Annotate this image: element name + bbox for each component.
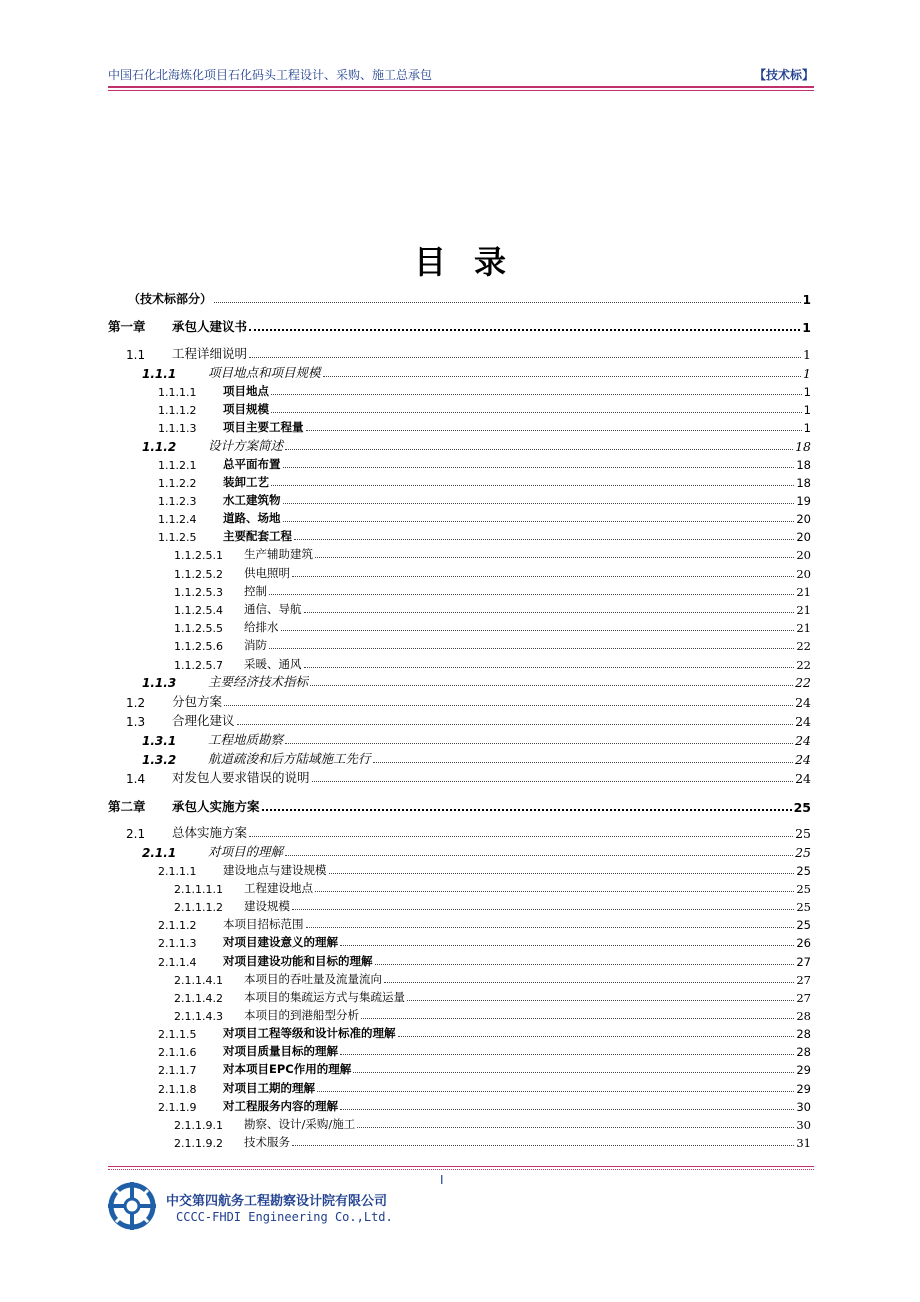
toc-entry-number: 2.1.1.5 [158,1028,197,1041]
toc-entry-title: 供电照明 [244,566,290,580]
toc-entry-page: 30 [796,1100,811,1114]
toc-entry-number: 2.1.1.3 [158,937,197,950]
toc-entry-title: 工程地质勘察 [208,732,284,747]
toc-entry-number: 2.1.1.1.2 [174,901,223,914]
toc-leader-dots [224,705,793,706]
toc-entry-number: 1.1.1.1 [158,386,197,399]
toc-leader-dots [269,648,794,649]
toc-leader-dots [340,945,794,946]
toc-entry-page: 1 [803,403,811,417]
toc-entry[interactable] [108,823,811,841]
header-doc-type: 【技术标】 [753,68,814,82]
toc-entry[interactable] [108,896,811,914]
toc-entry-title: 建设规模 [244,899,290,913]
toc-entry-page: 27 [796,955,811,969]
toc-leader-dots [384,982,794,983]
toc-entry[interactable] [108,987,811,1005]
toc-leader-dots [271,485,794,486]
toc-entry-page: 18 [796,458,811,472]
toc-entry-number: 1.1.2 [142,440,177,454]
toc-entry-page: 25 [795,845,811,860]
toc-entry[interactable] [108,878,811,896]
toc-entry-title: 工程建设地点 [244,881,313,895]
toc-leader-dots [283,467,795,468]
toc-entry-number: 1.1.2.5.5 [174,622,223,635]
toc-leader-dots [306,430,802,431]
toc-entry[interactable] [108,654,811,672]
toc-entry[interactable] [108,508,811,526]
toc-entry[interactable] [108,1023,811,1041]
toc-entry[interactable] [108,672,811,690]
header-rule [108,86,814,88]
toc-leader-dots [310,685,793,686]
toc-leader-dots [292,576,794,577]
toc-entry-number: 1.2 [126,696,146,710]
toc-leader-dots [249,357,801,358]
toc-entry-page: 26 [796,936,811,950]
toc-entry-number: 2.1.1.9 [158,1101,197,1114]
toc-leader-dots [315,557,794,558]
toc-leader-dots [304,612,795,613]
toc-entry-page: 25 [796,882,811,896]
toc-entry[interactable] [108,617,811,635]
toc-entry[interactable] [108,581,811,599]
toc-entry-title: 消防 [244,638,267,652]
toc-leader-dots [292,909,794,910]
toc-entry[interactable] [108,381,811,399]
toc-entry-title: 对工程服务内容的理解 [223,1099,338,1113]
toc-leader-dots [329,873,795,874]
toc-entry-title: 对项目质量目标的理解 [223,1044,338,1058]
toc-entry-number: 1.1.3 [142,676,177,690]
toc-entry-title: 本项目的吞吐量及流量流向 [244,972,382,986]
toc-entry[interactable] [108,730,811,748]
footer-rule-dotted [108,1169,814,1170]
toc-entry-page: 1 [803,366,811,381]
toc-entry-number: 1.1 [126,348,146,362]
toc-entry[interactable] [108,1005,811,1023]
toc-entry-title: 航道疏浚和后方陆域施工先行 [208,751,371,766]
toc-entry-page: 28 [796,1027,811,1041]
page-header [108,66,814,84]
toc-entry[interactable] [108,951,811,969]
toc-entry[interactable] [108,969,811,987]
toc-entry[interactable] [108,363,811,381]
toc-entry[interactable] [108,1132,811,1150]
toc-leader-dots [271,412,802,413]
toc-entry-title: 给排水 [244,620,279,634]
toc-entry-title: 项目地点 [223,384,269,398]
toc-entry-title: 勘察、设计/采购/施工 [244,1117,356,1131]
toc-entry-page: 1 [803,421,811,435]
toc-entry[interactable] [108,711,811,729]
toc-entry-title: 合理化建议 [172,713,235,728]
toc-entry[interactable] [108,635,811,653]
cccc-logo-icon [106,1180,158,1232]
toc-leader-dots [237,724,794,725]
toc-entry[interactable] [108,1114,811,1132]
toc-entry-number: 1.3.1 [142,734,177,748]
toc-entry-number: 2.1.1.4.2 [174,992,223,1005]
toc-entry-page: 18 [795,439,811,454]
toc-leader-dots [373,762,794,763]
toc-entry[interactable] [108,599,811,617]
toc-leader-dots [294,539,794,540]
footer-rule [108,1166,814,1167]
toc-entry-number: 1.1.2.3 [158,495,197,508]
toc-leader-dots [312,781,794,782]
toc-entry-number: 2.1.1.9.1 [174,1119,223,1132]
toc-leader-dots [271,394,802,395]
toc-entry-page: 27 [796,973,811,987]
toc-entry-title: 本项目招标范围 [223,917,304,931]
toc-entry[interactable] [108,860,811,878]
toc-leader-dots [269,594,794,595]
page-number: I [440,1173,444,1187]
toc-leader-dots [285,449,793,450]
toc-entry-page: 20 [796,512,811,526]
toc-entry-title: 项目主要工程量 [223,420,304,434]
toc-entry-title: 主要经济技术指标 [208,674,309,689]
toc-entry-page: 28 [796,1045,811,1059]
toc-entry-number: 1.1.2.5.4 [174,604,223,617]
toc-entry-page: 21 [796,585,811,599]
toc-entry-number: 2.1.1.8 [158,1083,197,1096]
toc-entry-title: 对项目的理解 [208,844,284,859]
toc-entry-page: 24 [795,752,811,767]
toc-entry[interactable] [108,914,811,932]
toc-entry-number: 2.1.1.1 [158,865,197,878]
toc-leader-dots [262,809,792,811]
toc-entry-title: 控制 [244,584,267,598]
toc-entry-page: 19 [796,494,811,508]
toc-entry-title: 本项目的集疏运方式与集疏运量 [244,990,405,1004]
toc-leader-dots [357,1127,794,1128]
toc-entry-page: 24 [795,771,811,786]
toc-leader-dots [304,667,795,668]
toc-leader-dots [317,1091,794,1092]
toc-entry-number: 1.3 [126,715,146,729]
toc-entry-number: 2.1 [126,827,146,841]
toc-entry-page: 1 [802,293,811,307]
toc-entry-page: 22 [795,675,811,690]
toc-leader-dots [375,964,795,965]
toc-entry-page: 25 [796,864,811,878]
toc-entry-title: 装卸工艺 [223,475,269,489]
toc-entry-number: 2.1.1.4.1 [174,974,223,987]
toc-entry[interactable] [108,932,811,950]
toc-entry-number: 1.1.2.4 [158,513,197,526]
toc-entry-page: 31 [796,1136,811,1150]
toc-entry[interactable] [108,797,811,815]
toc-entry-title: 技术服务 [244,1135,290,1149]
toc-entry[interactable] [108,1078,811,1096]
toc-entry-title: 本项目的到港船型分析 [244,1008,359,1022]
toc-entry-page: 28 [796,1009,811,1023]
toc-entry-number: 2.1.1.4.3 [174,1010,223,1023]
toc-entry-page: 22 [796,658,811,672]
toc-leader-dots [285,855,793,856]
toc-entry-title: 对本项目EPC作用的理解 [223,1062,352,1076]
toc-leader-dots [340,1054,794,1055]
toc-entry-number: 2.1.1.6 [158,1046,197,1059]
toc-title: 目录 [413,243,534,281]
toc-entry-page: 29 [796,1063,811,1077]
toc-entry-number: 1.3.2 [142,753,177,767]
toc-leader-dots [398,1036,795,1037]
toc-entry-title: 水工建筑物 [223,493,281,507]
toc-entry-number: 2.1.1.9.2 [174,1137,223,1150]
toc-entry-title: 分包方案 [172,694,223,709]
toc-entry[interactable] [108,544,811,562]
toc-entry-number: 1.1.2.1 [158,459,197,472]
toc-entry-page: 27 [796,991,811,1005]
toc-leader-dots [249,329,800,331]
toc-entry-number: 1.1.1 [142,367,177,381]
toc-entry-number: 1.1.2.5.2 [174,568,223,581]
toc-entry-title: 总平面布置 [223,457,281,471]
toc-leader-dots [214,302,801,303]
toc-entry[interactable] [108,692,811,710]
toc-entry-page: 20 [796,530,811,544]
toc-entry-title: 承包人建议书 [172,319,248,334]
toc-entry[interactable] [108,526,811,544]
toc-leader-dots [407,1000,794,1001]
toc-entry-number: 2.1.1.7 [158,1064,197,1077]
header-rule-thin [108,90,814,91]
toc-entry-page: 20 [796,567,811,581]
toc-entry-page: 1 [802,320,811,335]
toc-entry-page: 30 [796,1118,811,1132]
toc-entry-number: 1.1.2.5.6 [174,640,223,653]
company-name-cn: 中交第四航务工程勘察设计院有限公司 [166,1194,388,1209]
toc-entry-title: （技术标部分） [128,292,213,306]
toc-entry-number: 1.1.1.2 [158,404,197,417]
toc-entry-title: 建设地点与建设规模 [223,863,327,877]
company-name-en: CCCC-FHDI Engineering Co.,Ltd. [176,1210,393,1224]
toc-entry-title: 主要配套工程 [223,529,292,543]
toc-entry-title: 对项目建设意义的理解 [223,935,338,949]
toc-entry-page: 25 [796,900,811,914]
toc-leader-dots [281,630,795,631]
toc-entry-title: 采暖、通风 [244,657,302,671]
toc-entry-title: 生产辅助建筑 [244,547,313,561]
toc-entry-page: 18 [796,476,811,490]
toc-entry-title: 对发包人要求错误的说明 [172,770,310,785]
toc-entry[interactable] [108,436,811,454]
toc-entry-title: 承包人实施方案 [172,799,260,814]
toc-entry[interactable] [108,842,811,860]
toc-entry-page: 29 [796,1082,811,1096]
toc-leader-dots [285,743,793,744]
toc-entry-title: 设计方案简述 [208,438,284,453]
toc-entry-title: 对项目工期的理解 [223,1081,315,1095]
toc-entry-number: 第一章 [108,319,146,334]
toc-entry-page: 21 [796,603,811,617]
toc-leader-dots [353,1072,794,1073]
toc-entry-number: 2.1.1.1.1 [174,883,223,896]
toc-entry-title: 总体实施方案 [172,825,248,840]
toc-leader-dots [306,927,795,928]
toc-entry-page: 24 [795,733,811,748]
toc-entry-number: 1.1.2.5.1 [174,549,223,562]
toc-entry[interactable] [108,289,811,307]
toc-entry-number: 1.4 [126,772,146,786]
toc-leader-dots [361,1018,794,1019]
toc-entry[interactable] [108,1041,811,1059]
toc-entry-page: 24 [795,714,811,729]
toc-entry-page: 25 [796,918,811,932]
toc-entry[interactable] [108,344,811,362]
toc-entry-title: 项目地点和项目规模 [208,365,321,380]
toc-entry-number: 1.1.1.3 [158,422,197,435]
toc-entry[interactable] [108,399,811,417]
header-project-title: 中国石化北海炼化项目石化码头工程设计、采购、施工总承包 [108,68,433,82]
toc-entry[interactable] [108,454,811,472]
toc-entry-number: 1.1.2.5.3 [174,586,223,599]
toc-entry[interactable] [108,490,811,508]
toc-entry[interactable] [108,1059,811,1077]
toc-entry-number: 2.1.1 [142,846,177,860]
toc-entry[interactable] [108,1096,811,1114]
toc-leader-dots [283,521,795,522]
toc-entry-page: 22 [796,639,811,653]
toc-entry-number: 2.1.1.4 [158,956,197,969]
toc-leader-dots [283,503,795,504]
toc-entry[interactable] [108,472,811,490]
toc-entry-title: 通信、导航 [244,602,302,616]
toc-leader-dots [292,1145,794,1146]
toc-leader-dots [340,1109,794,1110]
toc-entry-title: 项目规模 [223,402,269,416]
toc-entry-page: 20 [796,548,811,562]
toc-entry-number: 第二章 [108,799,146,814]
toc-leader-dots [249,836,793,837]
toc-entry-number: 1.1.2.2 [158,477,197,490]
toc-entry-number: 1.1.2.5.7 [174,659,223,672]
toc-entry-title: 道路、场地 [223,511,281,525]
toc-entry[interactable] [108,317,811,335]
toc-entry-page: 24 [795,695,811,710]
toc-leader-dots [323,376,802,377]
toc-entry[interactable] [108,563,811,581]
toc-entry-page: 21 [796,621,811,635]
toc-entry[interactable] [108,749,811,767]
toc-entry[interactable] [108,768,811,786]
toc-entry-page: 25 [793,800,811,815]
toc-entry-number: 1.1.2.5 [158,531,197,544]
toc-entry-page: 1 [803,347,811,362]
toc-entry-title: 对项目建设功能和目标的理解 [223,954,373,968]
toc-entry-title: 工程详细说明 [172,346,248,361]
toc-entry-page: 1 [803,385,811,399]
toc-entry-number: 2.1.1.2 [158,919,197,932]
toc-entry[interactable] [108,417,811,435]
toc-entry-page: 25 [795,826,811,841]
toc-leader-dots [315,891,794,892]
toc-entry-title: 对项目工程等级和设计标准的理解 [223,1026,396,1040]
